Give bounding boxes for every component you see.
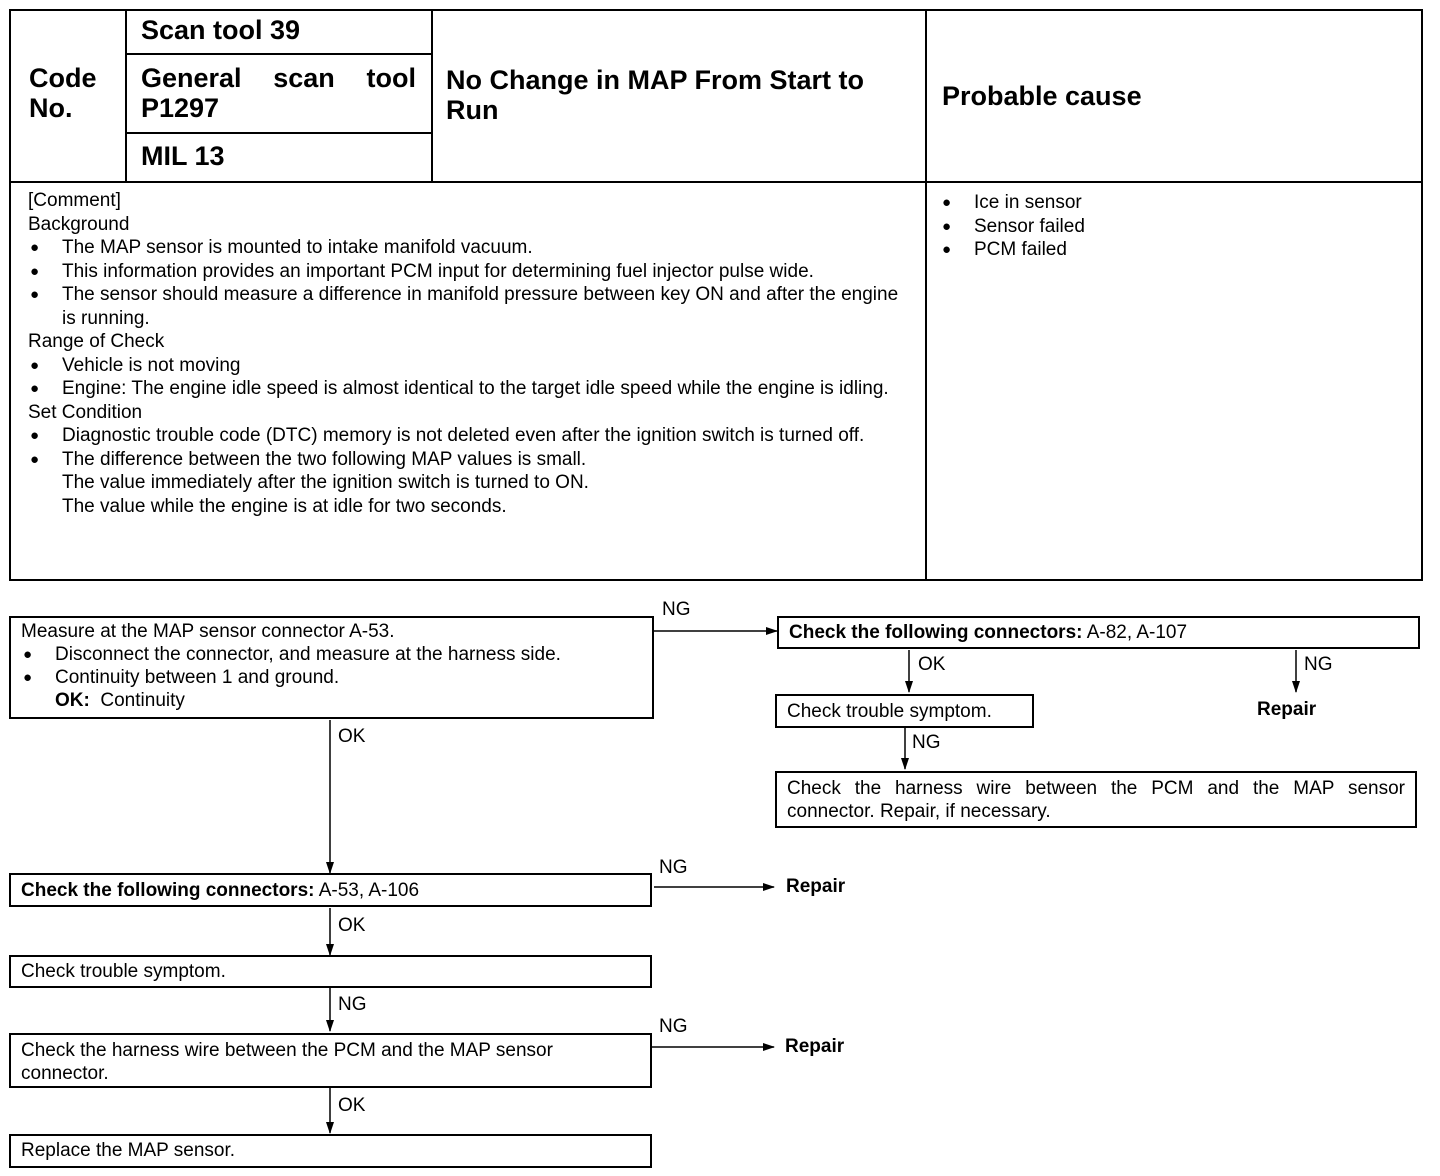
list-item: ● Vehicle is not moving — [28, 354, 910, 378]
check-connectors-label: Check the following connectors: — [789, 622, 1083, 643]
set-condition-heading: Set Condition — [28, 401, 143, 423]
check-connectors-value: A-53, A-106 — [318, 880, 420, 901]
ok-criterion-value: Continuity — [100, 690, 185, 711]
measure-title: Measure at the MAP sensor connector A-53. — [21, 621, 395, 642]
set-condition-subitem: The value while the engine is at idle for two seconds. — [62, 495, 507, 517]
ng-label: NG — [662, 599, 691, 620]
cause-item: ● PCM failed — [940, 238, 1400, 262]
measure-box — [9, 616, 654, 719]
ok-label: OK — [338, 1095, 366, 1116]
ok-criterion-label: OK: — [55, 690, 90, 711]
list-item: ● The MAP sensor is mounted to intake manifold vacuum. — [28, 236, 910, 260]
replace-sensor-box: Replace the MAP sensor. — [9, 1134, 652, 1168]
probable-cause-label: Probable cause — [942, 81, 1142, 111]
list-item: ● Disconnect the connector, and measure at the harness side. — [21, 643, 642, 666]
check-symptom-right-box: Check trouble symptom. — [775, 694, 1034, 728]
range-heading: Range of Check — [28, 331, 165, 352]
comment-label: [Comment] — [28, 190, 121, 211]
list-item: ● The difference between the two following MAP values is small. — [28, 448, 910, 472]
ng-label: NG — [659, 1016, 688, 1037]
cause-item: ● Sensor failed — [940, 215, 1400, 239]
list-item: ● Continuity between 1 and ground. — [21, 666, 642, 689]
ng-label: NG — [338, 994, 367, 1015]
mil-code: MIL 13 — [141, 141, 225, 171]
general-scan-tool-code: General scan tool P1297 — [141, 63, 416, 123]
repair-label: Repair — [785, 1036, 845, 1057]
harness-left-box: Check the harness wire between the PCM and the MAP sensor connector. — [9, 1033, 652, 1088]
ng-label: NG — [659, 857, 688, 878]
check-connectors-value: A-82, A-107 — [1086, 622, 1188, 643]
background-heading: Background — [28, 213, 130, 235]
ok-label: OK — [338, 915, 366, 936]
measure-ok-line — [21, 689, 642, 712]
check-connectors-label: Check the following connectors: — [21, 880, 315, 901]
list-item: ● Engine: The engine idle speed is almost identical to the target idle speed while the engine is idling. — [28, 377, 910, 401]
measure-list — [21, 643, 642, 689]
harness-right-box: Check the harness wire between the PCM and the MAP sensor connector. Repair, if necessary. — [775, 771, 1417, 828]
dtc-title: No Change in MAP From Start to Run — [446, 65, 865, 125]
repair-label: Repair — [786, 876, 846, 897]
check-symptom-left-box: Check trouble symptom. — [9, 955, 652, 988]
ok-label: OK — [338, 726, 366, 747]
check-connectors-right-box — [777, 616, 1420, 649]
list-item: ● This information provides an important PCM input for determining fuel injector pulse wide. — [28, 260, 910, 284]
cause-item: ● Ice in sensor — [940, 191, 1400, 215]
list-item: ● The sensor should measure a difference in manifold pressure between key ON and after the engine is running. — [28, 283, 910, 330]
ok-label: OK — [918, 654, 946, 675]
ng-label: NG — [912, 732, 941, 753]
repair-label: Repair — [1257, 699, 1317, 720]
scan-tool-code: Scan tool 39 — [141, 15, 301, 45]
check-connectors-left-box — [9, 873, 652, 907]
set-condition-subitem: The value immediately after the ignition switch is turned to ON. — [62, 472, 589, 493]
code-no-label: Code No. — [29, 63, 97, 123]
list-item: ● Diagnostic trouble code (DTC) memory is not deleted even after the ignition switch is turned off. — [28, 424, 910, 448]
ng-label: NG — [1304, 654, 1333, 675]
